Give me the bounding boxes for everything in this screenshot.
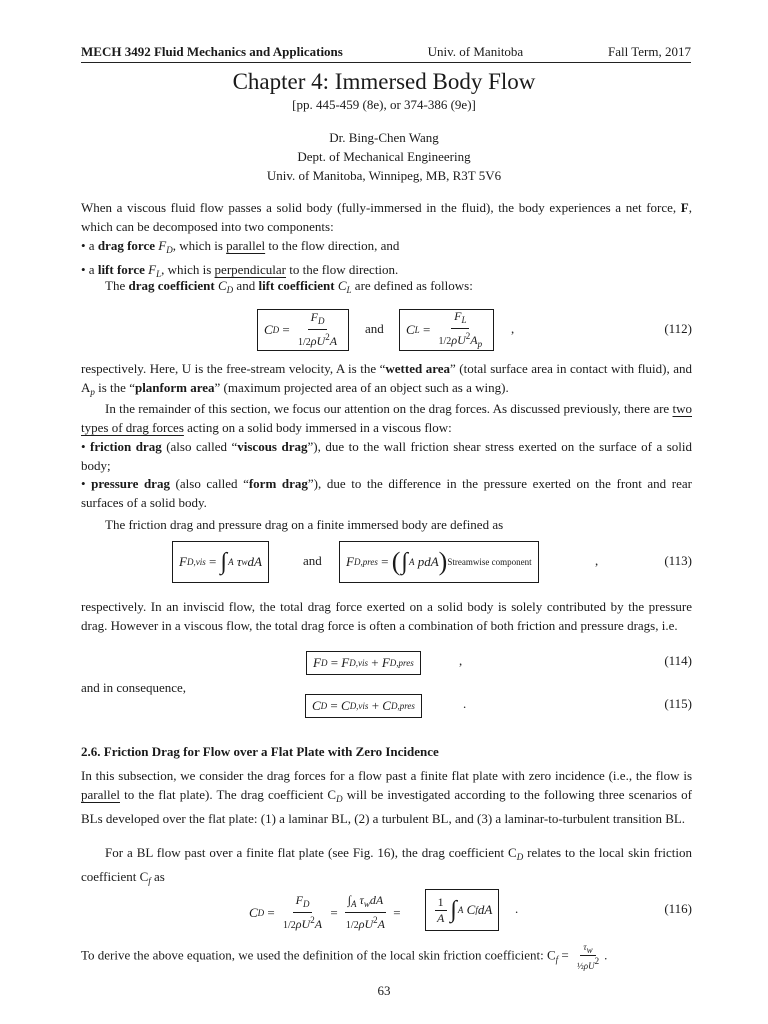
chapter-title: Chapter 4: Immersed Body Flow: [232, 69, 536, 94]
author-name: Dr. Bing-Chen Wang: [329, 130, 439, 145]
equation-115: C D = C D,vis + C D,pres . (115): [81, 694, 692, 718]
equation-116: C D = $\frac{F_D}{1/2\rho U^2A}$ = $\frac{\int_A \tau_wdA}{1/2\rho U^2A}$ = $\frac{1}{A}$ ∫ A C f dA . (116): [81, 889, 692, 933]
total-drag-box: F D = F D,vis + F D,pres: [306, 651, 421, 675]
page-reference: [pp. 445-459 (8e), or 374-386 (9e)]: [292, 97, 476, 112]
friction-drag-item: • friction drag (also called “viscous drag”), due to the wall friction shear stress exerted on the surface of a solid body;: [81, 439, 693, 473]
final-sentence: To derive the above equation, we used the definition of the local skin friction coefficient: $C_f$ = $\frac{\tau w}{\text{½ρU2}}$ .: [81, 942, 608, 971]
university-name: Univ. of Manitoba: [427, 44, 524, 59]
equation-113: F D,vis = ∫ A τ w dA and F D,pres = ( ∫ A pdA ) Streamwise component , (113): [81, 541, 692, 585]
pressure-drag-item: • pressure drag (also called “form drag”), due to the difference in the pressure exerted on the front and rear surfaces of a solid body.: [81, 476, 692, 510]
skin-friction-paragraph: For a BL flow past over a finite flat plate (see Fig. 16), the drag coefficient $C_D$ relates to the local skin friction coefficient $C_f$ as: [81, 845, 692, 886]
skin-friction-box: $\frac{1}{A}$ ∫ A C f dA: [425, 889, 499, 931]
page-number: 63: [377, 983, 391, 998]
drag-types-paragraph: In the remainder of this section, we focus our attention on the drag forces. As discussed previously, there are two types of drag forces acting on a solid body immersed in a viscous flow:: [81, 401, 692, 435]
flat-plate-paragraph: In this subsection, we consider the drag forces for a flow past a finite flat plate with zero incidence (i.e., the flow is parallel to the flat plate). The drag coefficient $C_D$ will be investigated according to the following three scenarios of BLs developed over the flat plate: (1) a laminar BL, (2) a turbulent BL, and (3) a laminar-to-turbulent transition BL.: [81, 768, 692, 826]
author-dept: Dept. of Mechanical Engineering: [297, 149, 471, 164]
drag-coefficient-box: C D = $\frac{F_D}{1/2\rho U^2A}$: [257, 309, 349, 351]
total-coefficient-box: C D = C D,vis + C D,pres: [305, 694, 422, 718]
running-header: [81, 44, 691, 60]
streamwise-label: Streamwise component: [447, 557, 532, 567]
friction-drag-box: F D,vis = ∫ A τ w dA: [172, 541, 269, 583]
section-title: 2.6. Friction Drag for Flow over a Flat Plate with Zero Incidence: [81, 744, 439, 759]
equation-114: F D = F D,vis + F D,pres , (114): [81, 651, 692, 675]
cd-expression: C D = $\frac{F_D}{1/2\rho U^2A}$ = $\frac{\int_A \tau_wdA}{1/2\rho U^2A}$ =: [249, 893, 401, 931]
pressure-drag-box: F D,pres = ( ∫ A pdA ) Streamwise component: [339, 541, 539, 583]
definition-intro: The friction drag and pressure drag on a finite immersed body are defined as: [105, 517, 504, 532]
equation-112: C D = $\frac{F_D}{1/2\rho U^2A}$ and C L = $\frac{F_L}{1/2\rho U^2A_p}$ , (112): [81, 309, 692, 349]
area-definitions: respectively. Here, U is the free-stream velocity, A is the “wetted area” (total surface area in contact with fluid), and $A_p$ is the “planform area” (maximum projected area of an object such as a wing).: [81, 361, 693, 397]
coefficient-intro: The drag coefficient $C_D$ and lift coefficient $C_L$ are defined as follows:: [105, 278, 473, 295]
total-drag-paragraph: respectively. In an inviscid flow, the total drag force exerted on a solid body is solely contributed by the pressure drag. However in a viscous flow, the total drag force is often a combination of both friction and pressure drags, i.e.: [81, 599, 692, 633]
consequence-text: and in consequence,: [81, 680, 187, 695]
lift-coefficient-box: C L = $\frac{F_L}{1/2\rho U^2A_p}$: [399, 309, 494, 351]
author-address: Univ. of Manitoba, Winnipeg, MB, R3T 5V6: [266, 168, 502, 183]
author-block: [0, 128, 768, 185]
term-label: Fall Term, 2017: [608, 44, 691, 59]
intro-paragraph: When a viscous fluid flow passes a solid body (fully-immersed in the fluid), the body experiences a net force, F, which can be decomposed into two components: • a drag force $F_D$, which is parallel to the flow direction, and • a lift force $F_L$, which is perpendicular to the flow direction.: [81, 200, 692, 279]
header-rule: [81, 62, 691, 63]
course-name: MECH 3492 Fluid Mechanics and Applications: [81, 44, 343, 59]
